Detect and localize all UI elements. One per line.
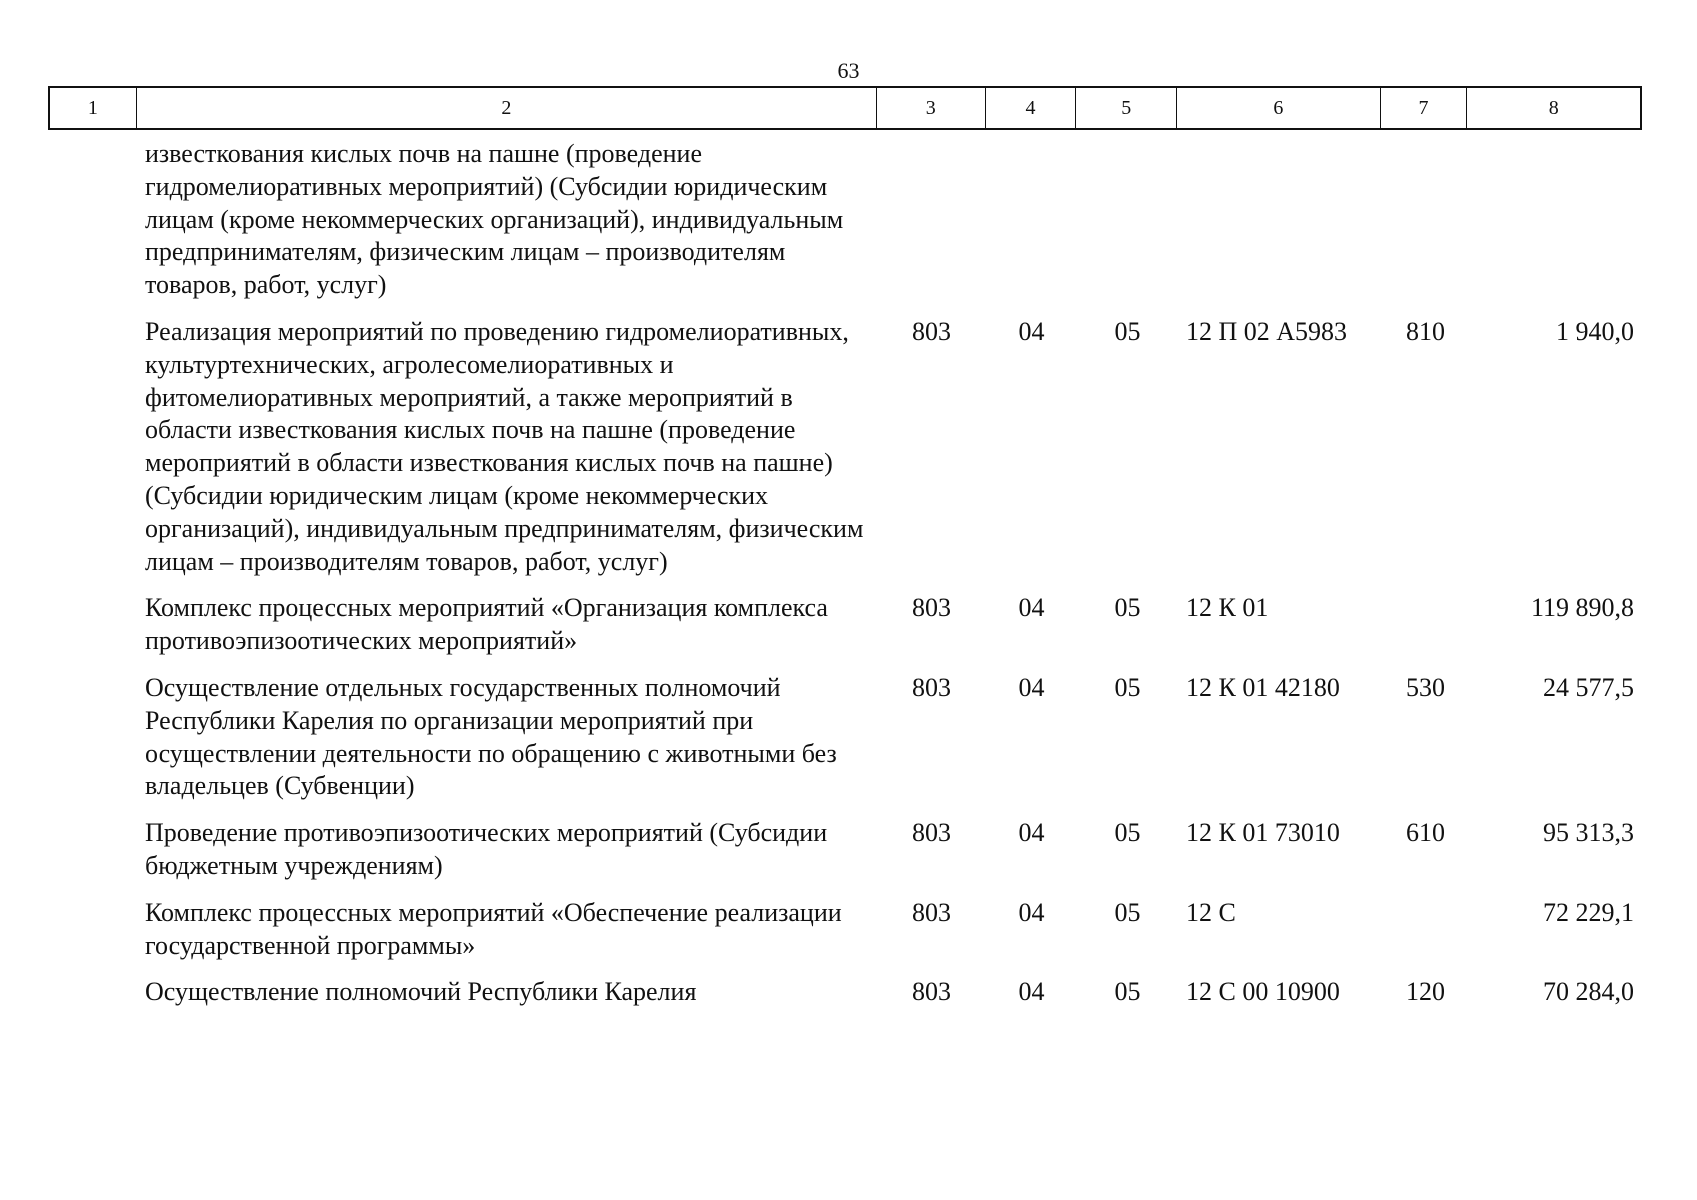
row-pr: 05 xyxy=(1114,593,1141,623)
row-rz xyxy=(986,138,1077,302)
row-name: известкования кислых почв на пашне (проведение гидромелиоративных мероприятий) (Субсидии юридическим лицам (кроме некоммерческих организаций), индивидуальным предпринимателям, физическим лицам – производителям товаров, работ, услуг) xyxy=(145,139,844,300)
row-csr: 12 П 02 А5983 xyxy=(1186,316,1348,346)
page-number: 63 xyxy=(837,58,860,83)
header-col-3: 3 xyxy=(877,88,986,128)
table-body xyxy=(48,138,1642,1023)
row-col-1 xyxy=(48,138,135,302)
row-rz: 04 xyxy=(1018,897,1045,927)
row-vr xyxy=(1382,897,1469,963)
row-col-1 xyxy=(48,672,135,803)
row-rz: 04 xyxy=(1018,316,1045,346)
row-col-1 xyxy=(48,316,135,578)
row-vr: 120 xyxy=(1406,977,1445,1007)
row-rz: 04 xyxy=(1018,977,1045,1007)
header-col-1: 1 xyxy=(50,88,137,128)
row-sum: 1 940,0 xyxy=(1556,316,1634,346)
row-vr: 530 xyxy=(1406,672,1445,702)
header-col-2: 2 xyxy=(137,88,877,128)
row-name: Осуществление полномочий Республики Карелия xyxy=(145,977,697,1007)
row-grbs: 803 xyxy=(912,897,951,927)
table-row xyxy=(48,672,1642,803)
row-pr: 05 xyxy=(1114,818,1141,848)
table-header xyxy=(48,86,1642,130)
row-csr: 12 К 01 73010 xyxy=(1186,818,1340,848)
row-name: Проведение противоэпизоотических мероприятий (Субсидии бюджетным учреждениям) xyxy=(145,818,828,880)
header-col-4: 4 xyxy=(986,88,1077,128)
row-vr xyxy=(1382,138,1469,302)
row-grbs: 803 xyxy=(912,316,951,346)
row-rz: 04 xyxy=(1018,818,1045,848)
row-grbs: 803 xyxy=(912,818,951,848)
row-grbs xyxy=(877,138,986,302)
table-row xyxy=(48,817,1642,883)
table-row xyxy=(48,138,1642,302)
table-row xyxy=(48,316,1642,578)
row-pr xyxy=(1077,138,1178,302)
row-sum: 95 313,3 xyxy=(1543,818,1634,848)
row-sum: 72 229,1 xyxy=(1543,897,1634,927)
row-rz: 04 xyxy=(1018,593,1045,623)
row-pr: 05 xyxy=(1114,977,1141,1007)
row-name: Комплекс процессных мероприятий «Организация комплекса противоэпизоотических мероприятий» xyxy=(145,593,828,656)
table-row xyxy=(48,897,1642,963)
row-csr: 12 С 00 10900 xyxy=(1186,977,1340,1007)
row-grbs: 803 xyxy=(912,593,951,623)
row-csr xyxy=(1178,138,1382,302)
header-col-7: 7 xyxy=(1381,88,1468,128)
table-row xyxy=(48,976,1642,1009)
header-col-8: 8 xyxy=(1548,96,1559,119)
row-vr: 810 xyxy=(1406,316,1445,346)
row-pr: 05 xyxy=(1114,672,1141,702)
row-sum: 24 577,5 xyxy=(1543,672,1634,702)
row-vr: 610 xyxy=(1406,818,1445,848)
row-name: Осуществление отдельных государственных полномочий Республики Карелия по организации мероприятий при осуществлении деятельности по обращению с животными без владельцев (Субвенции) xyxy=(145,672,837,801)
row-rz: 04 xyxy=(1018,672,1045,702)
row-col-1 xyxy=(48,897,135,963)
header-col-5: 5 xyxy=(1076,88,1177,128)
row-csr: 12 С xyxy=(1186,897,1236,927)
row-sum xyxy=(1469,138,1642,302)
row-grbs: 803 xyxy=(912,977,951,1007)
row-sum: 119 890,8 xyxy=(1530,593,1634,623)
table-row xyxy=(48,592,1642,658)
row-name: Реализация мероприятий по проведению гидромелиоративных, культуртехнических, агролесомелиоративных и фитомелиоративных мероприятий, а также мероприятий в области известкования кислых почв на пашне (проведение мероприятий в области известкования кислых почв на пашне) (Субсидии юридическим лицам (кроме некоммерческих организаций), индивидуальным предпринимателям, физическим лицам – производителям товаров, работ, услуг) xyxy=(145,316,864,576)
row-vr xyxy=(1382,592,1469,658)
row-col-1 xyxy=(48,592,135,658)
row-csr: 12 К 01 xyxy=(1186,593,1269,623)
header-col-6: 6 xyxy=(1177,88,1380,128)
row-pr: 05 xyxy=(1114,897,1141,927)
row-csr: 12 К 01 42180 xyxy=(1186,672,1340,702)
row-pr: 05 xyxy=(1114,316,1141,346)
row-col-1 xyxy=(48,817,135,883)
row-col-1 xyxy=(48,976,135,1009)
row-grbs: 803 xyxy=(912,672,951,702)
row-name: Комплекс процессных мероприятий «Обеспечение реализации государственной программы» xyxy=(145,897,842,960)
row-sum: 70 284,0 xyxy=(1543,977,1634,1007)
